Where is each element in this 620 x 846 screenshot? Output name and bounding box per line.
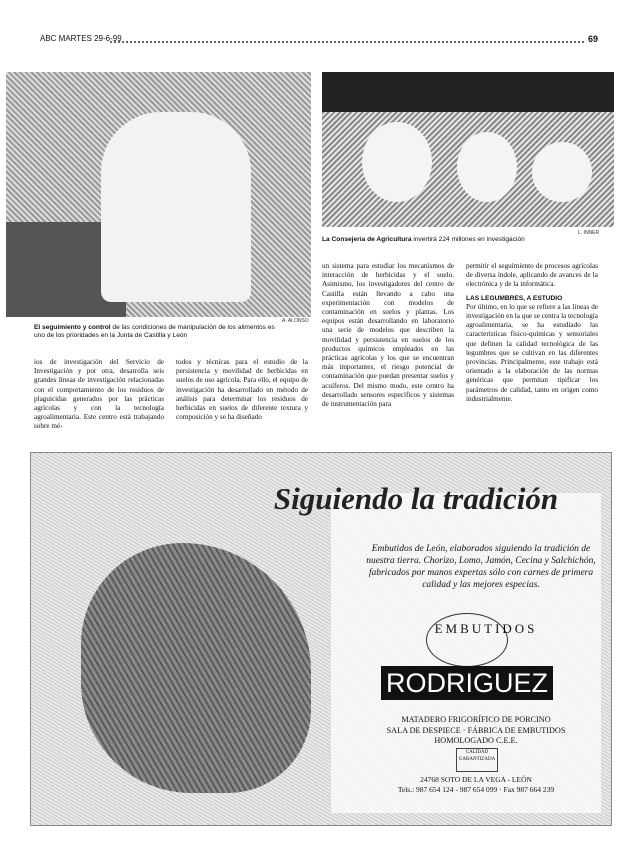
photo1-caption-lead: El seguimiento y control [34,324,111,331]
photo1-caption [34,324,282,340]
photo1-caption-text: de las condiciones de manipulación de los alimentos es uno de los prioridades en la Junta de Castilla y León [34,324,275,339]
photo2-credit: L. INNER [578,230,600,236]
brand-arc-text: EMBUTIDOS [434,621,538,636]
photo-worker-figure [101,112,251,302]
photo-poultry-research [322,72,614,227]
article-column-4-text: permitir el seguimiento de procesos agrícolas de diversa índole, aplicando de avances de la electrónica y de la informática. [466,262,598,289]
article-column-1 [34,358,164,432]
ad-headline: Siguiendo la tradición [273,481,559,516]
brand-name: RODRIGUEZ [381,666,553,700]
photo-food-inspection [6,72,311,317]
photo-bird [457,132,517,202]
photo2-caption [322,236,572,244]
photo-bird [362,122,432,202]
ad-info-line: SALA DE DESPIECE · FÁBRICA DE EMBUTIDOS [386,725,566,735]
article-column-4 [466,262,598,404]
ad-contact [351,775,601,795]
ham-illustration [81,543,311,793]
photo2-caption-lead: La Consejería de Agricultura [322,236,412,243]
photo1-credit: A. ALONSO [282,318,309,324]
issue-date: ABC MARTES 29-6-99 [40,34,122,43]
header-rule [110,41,584,43]
article-column-2-text: todos y técnicas para el estudio de la persistencia y movilidad de herbicidas en suelos de uso agrícola. Para ello, el equipo de investigación ha desarrollado un método de análisis para determinar los residuos de herbicidas en suelos de diferente textura y composición y se ha diseñado [176,358,308,422]
photo-bird [532,142,592,202]
photo-dark-band [322,72,614,112]
article-column-2 [176,358,308,422]
ad-info-line: MATADERO FRIGORÍFICO DE PORCINO [401,715,551,724]
article-subhead: LAS LEGUMBRES, A ESTUDIO [466,294,563,302]
article-column-3-text: un sistema para estudiar los mecanismos de interacción de herbicidas y el suelo. Asimismo, los investigadores del centro de Castilla están llevando a cabo una experimentación con modelos de contaminación en suelos y plantas. Los equipos están desarrollando en laboratorio una serie de modelos que describen la movilidad y persistencia en suelos de los productos químicos empleados en las prácticas agrícolas y los que se encuentran más importantes, el riesgo potencial de contaminación que puedan presentar suelos y acuíferos. Del mismo modo, este centro ha desarrollado sensores específicos y sistemas de instrumentación para [322,262,454,409]
page-number: 69 [587,34,598,44]
ad-phone: Tels.: 987 654 124 - 987 654 099 · Fax 987 664 239 [397,785,555,794]
advertisement-embutidos-rodriguez [30,452,612,826]
ad-address: 24768 SOTO DE LA VEGA - LEÓN [420,775,532,784]
article-column-1-text: ios de investigación del Servicio de Investigación y por otra, desarrolla seis grandes líneas de investigación relacionadas con el comportamiento de los residuos de plaguicidas generados por las prácticas agrícolas y con la tecnología agroalimentaria. Este centro está trabajando sobre mé- [34,358,164,431]
article-column-4-rest: Por último, en lo que se refiere a las líneas de investigación en la que se centra la tecnología agroalimentaria, se ha estudiado las características físico-químicas y sensoriales que definen la calidad tecnológica de las legumbres que se cultivan en las diferentes provincias. Principalmente, este trabajo está orientado a la elaboración de las normas genéricas que permitan tipificar los parámetros de calidad, tanto en origen como industrialmente. [466,302,598,403]
ad-company-info [356,715,596,747]
photo2-caption-text: invertirá 224 millones en investigación [413,236,525,243]
ad-description: Embutidos de León, elaborados siguiendo la tradición de nuestra tierra. Chorizo, Lomo, Jamón, Cecina y Salchichón, fabricados por manos expertas sólo con carnes de primera calidad y las mejores especias. [366,544,596,590]
quality-seal: CALIDAD GARANTIZADA [456,748,498,772]
page-header [40,34,610,46]
article-column-3 [322,262,454,409]
ad-info-line: HOMOLOGADO C.E.E. [434,736,518,745]
